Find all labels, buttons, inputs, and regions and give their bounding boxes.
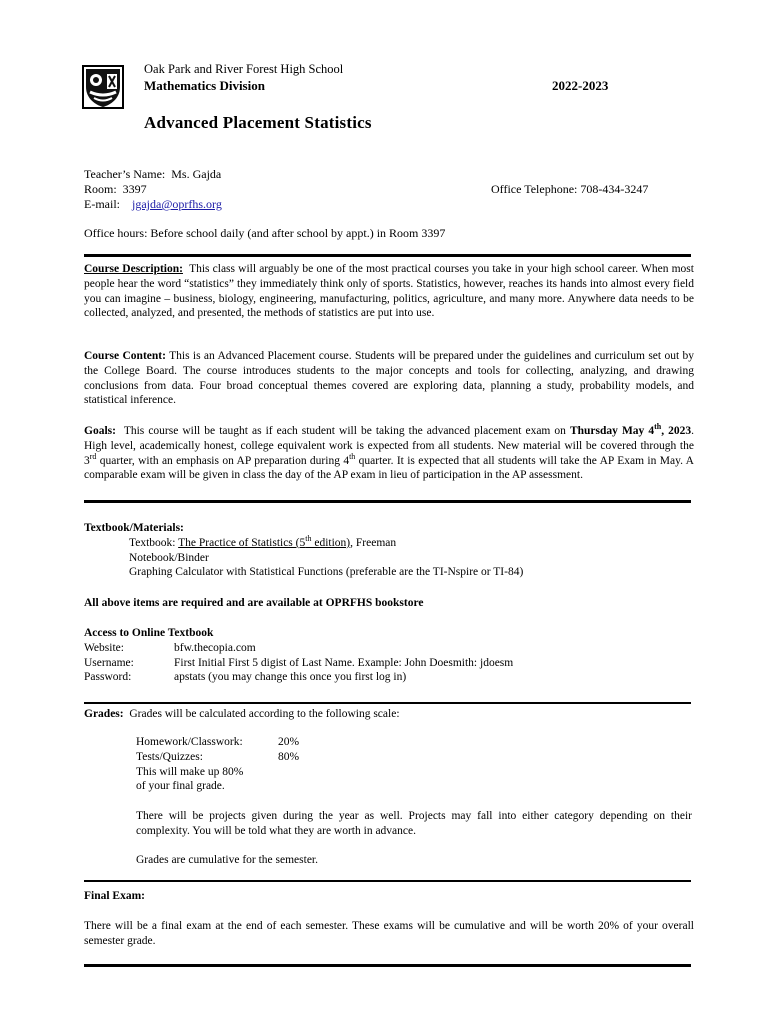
grade-value: 80% <box>278 750 300 763</box>
goals-text: This course will be taught as if each student will be taking the advanced placement exam on <box>123 425 566 437</box>
goals-section <box>84 424 694 483</box>
grades-intro: Grades will be calculated according to the following scale: <box>129 708 400 720</box>
grade-label: Homework/Classwork: <box>136 736 243 748</box>
course-description-section <box>84 262 694 321</box>
online-label: Username: <box>84 656 134 669</box>
grades-section <box>84 707 694 722</box>
table-row <box>136 735 299 750</box>
textbook-suffix: , Freeman <box>350 536 397 549</box>
room-label: Room: <box>84 182 117 196</box>
cumulative-note: Grades are cumulative for the semester. <box>136 854 319 866</box>
grades-table <box>136 735 299 765</box>
room-row <box>84 182 704 197</box>
online-label: Website: <box>84 641 124 654</box>
course-description-text: This class will arguably be one of the most practical courses you take in your high school career. When most people hear the word “statistics” they immediately think only of sports. Statistics, however, reaches its hands into almost every field you can imagine – business, biology, engineering, manufacturing, politics, agriculture, and many more. Anywhere data needs to be collected, analyzed, and presented, the methods of statistics are put into use. <box>84 263 694 320</box>
online-value: apstats (you may change this once you first log in) <box>174 671 407 684</box>
goals-text: . High level, academically honest, college equivalent work is expected from all students. New material will be covered through the 3 <box>84 425 695 467</box>
online-value: bfw.thecopia.com <box>174 641 256 654</box>
phone-info <box>491 182 648 197</box>
grade-value: 20% <box>278 736 300 748</box>
school-year: 2022-2023 <box>552 78 609 93</box>
online-label: Password: <box>84 671 132 684</box>
required-note: All above items are required and are available at OPRFHS bookstore <box>84 597 424 609</box>
goals-text: quarter, with an emphasis on AP preparation during 4 <box>96 454 350 467</box>
divider <box>84 254 691 257</box>
phone-value: 708-434-3247 <box>580 182 649 196</box>
textbook-sup: th <box>305 533 312 543</box>
email-row <box>84 197 704 212</box>
teacher-value: Ms. Gajda <box>171 167 222 181</box>
final-exam-section <box>84 889 694 904</box>
projects-note-section <box>136 809 692 839</box>
exam-date <box>569 422 692 437</box>
materials-item: Graphing Calculator with Statistical Functions (preferable are the TI-Nspire or TI-84) <box>129 566 524 579</box>
teacher-row <box>84 167 704 182</box>
goals-text: quarter. It is expected that all students will take the AP Exam in May. A comparable exam will be given in class the day of the AP exam in lieu of participation in the AP assessment. <box>84 454 694 482</box>
office-hours: Office hours: Before school daily (and after school by appt.) in Room 3397 <box>84 226 446 240</box>
online-table <box>84 641 513 685</box>
table-row <box>84 656 513 671</box>
table-row <box>84 670 513 685</box>
divider <box>84 500 691 503</box>
cumulative-note-section <box>136 853 692 868</box>
grades-heading: Grades: <box>84 708 124 720</box>
divider <box>84 702 691 704</box>
email-label: E-mail: <box>84 197 120 211</box>
table-row <box>136 750 299 765</box>
grade-label: Tests/Quizzes: <box>136 750 203 763</box>
materials-heading: Textbook/Materials: <box>84 522 184 534</box>
goals-sup: rd <box>89 451 97 461</box>
materials-item: Notebook/Binder <box>129 551 209 564</box>
table-row <box>84 641 513 656</box>
exam-date-sup: th <box>654 422 662 432</box>
school-crest-icon <box>82 65 124 109</box>
online-value: First Initial First 5 digist of Last Name. Example: John Doesmith: jdoesm <box>174 656 514 669</box>
course-content-heading: Course Content: <box>84 350 166 362</box>
final-exam-text-section <box>84 919 694 949</box>
school-name: Oak Park and River Forest High School <box>144 62 344 76</box>
online-textbook-section <box>84 626 694 685</box>
page-title: Advanced Placement Statistics <box>144 113 372 132</box>
online-heading: Access to Online Textbook <box>84 627 214 639</box>
required-note-section <box>84 596 694 611</box>
course-content-text: This is an Advanced Placement course. Students will be prepared under the guidelines and curriculum set out by the College Board. The course introduces students to the major concepts and tools for collecting, analyzing, and drawing conclusions from data. Four broad conceptual themes covered are exploring data, planning a study, probability models, and statistical inference. <box>84 350 694 407</box>
materials-section <box>84 521 694 580</box>
final-exam-heading: Final Exam: <box>84 890 146 902</box>
goals-sup: th <box>349 451 356 461</box>
materials-item <box>84 533 694 551</box>
exam-date-part: Thursday May 4 <box>569 425 655 437</box>
teacher-label: Teacher’s Name: <box>84 167 166 181</box>
divider <box>84 964 691 967</box>
course-content-section <box>84 349 694 408</box>
grades-note: This will make up 80% <box>136 765 244 778</box>
textbook-title <box>178 533 351 549</box>
divider <box>84 880 691 882</box>
final-exam-text: There will be a final exam at the end of each semester. These exams will be cumulative and will be worth 20% of your overall semester grade. <box>84 920 694 947</box>
room-value: 3397 <box>122 182 147 196</box>
exam-date-year: , 2023 <box>661 425 692 437</box>
textbook-title-b: edition) <box>311 536 351 549</box>
course-description-heading: Course Description: <box>84 263 183 275</box>
grades-scale <box>136 735 696 794</box>
textbook-title-a: The Practice of Statistics (5 <box>178 536 306 549</box>
contact-info <box>84 167 704 212</box>
phone-label: Office Telephone: <box>491 182 578 196</box>
textbook-prefix: Textbook: <box>129 536 179 549</box>
projects-note: There will be projects given during the year as well. Projects may fall into either category depending on their complexity. You will be told what they are worth in advance. <box>136 810 692 837</box>
grades-note: of your final grade. <box>136 780 225 793</box>
email-link[interactable]: jgajda@oprfhs.org <box>132 197 222 211</box>
division-name: Mathematics Division <box>144 78 265 93</box>
goals-heading: Goals: <box>84 425 116 437</box>
